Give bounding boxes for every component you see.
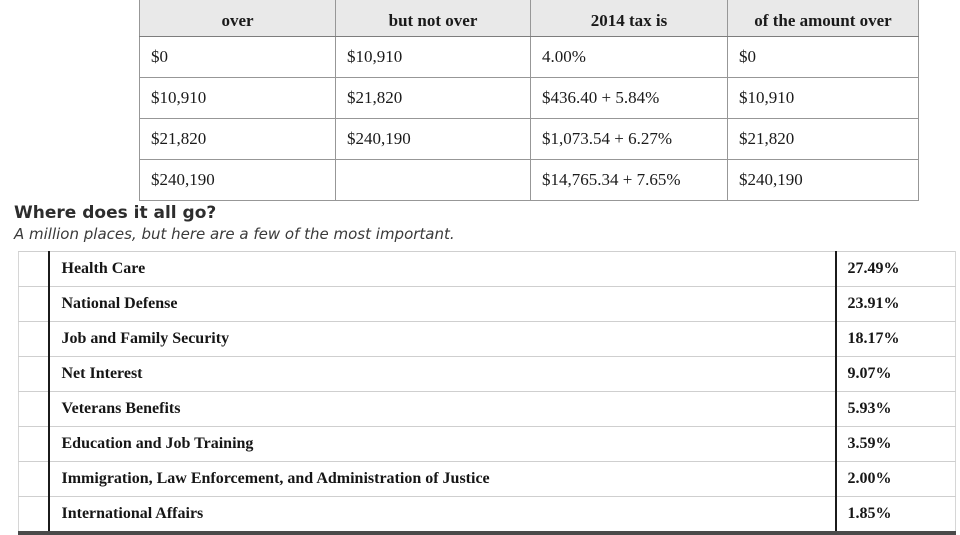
tax-header-2014-tax-is: 2014 tax is <box>531 0 728 37</box>
tax-table-row <box>140 37 919 78</box>
tax-table-header-row <box>140 0 919 37</box>
tax-table-row <box>140 160 919 201</box>
row-gutter-cell <box>19 322 49 357</box>
row-gutter-cell <box>19 252 49 287</box>
section-title: Where does it all go? <box>14 203 217 223</box>
row-gutter-cell <box>19 497 49 534</box>
spending-percentage-value: 9.07% <box>836 357 956 392</box>
tax-header-over: over <box>140 0 336 37</box>
tax-table-row <box>140 78 919 119</box>
tax-cell-but-not-over: $10,910 <box>336 37 531 78</box>
row-gutter-cell <box>19 427 49 462</box>
spending-category-label: National Defense <box>49 287 836 322</box>
spending-percentage-value: 1.85% <box>836 497 956 534</box>
tax-cell-tax-is: $1,073.54 + 6.27% <box>531 119 728 160</box>
row-gutter-cell <box>19 392 49 427</box>
tax-bracket-table <box>139 0 919 201</box>
spending-row <box>19 252 956 287</box>
tax-cell-tax-is: 4.00% <box>531 37 728 78</box>
tax-cell-over: $21,820 <box>140 119 336 160</box>
tax-cell-over: $0 <box>140 37 336 78</box>
tax-cell-amount-over: $240,190 <box>728 160 919 201</box>
tax-cell-tax-is: $436.40 + 5.84% <box>531 78 728 119</box>
spending-category-label: Job and Family Security <box>49 322 836 357</box>
spending-row <box>19 287 956 322</box>
tax-cell-tax-is: $14,765.34 + 7.65% <box>531 160 728 201</box>
spending-category-label: International Affairs <box>49 497 836 534</box>
spending-row <box>19 427 956 462</box>
tax-cell-but-not-over: $240,190 <box>336 119 531 160</box>
section-subtitle: A million places, but here are a few of the most important. <box>14 225 455 243</box>
tax-cell-but-not-over <box>336 160 531 201</box>
spending-percentage-value: 27.49% <box>836 252 956 287</box>
spending-category-label: Health Care <box>49 252 836 287</box>
tax-cell-but-not-over: $21,820 <box>336 78 531 119</box>
spending-breakdown-table <box>18 251 956 535</box>
spending-category-label: Immigration, Law Enforcement, and Administration of Justice <box>49 462 836 497</box>
tax-cell-amount-over: $21,820 <box>728 119 919 160</box>
row-gutter-cell <box>19 462 49 497</box>
spending-percentage-value: 2.00% <box>836 462 956 497</box>
tax-cell-over: $10,910 <box>140 78 336 119</box>
tax-table-row <box>140 119 919 160</box>
spending-row <box>19 392 956 427</box>
spending-percentage-value: 18.17% <box>836 322 956 357</box>
spending-category-label: Net Interest <box>49 357 836 392</box>
spending-category-label: Veterans Benefits <box>49 392 836 427</box>
spending-row <box>19 462 956 497</box>
spending-percentage-value: 3.59% <box>836 427 956 462</box>
spending-percentage-value: 5.93% <box>836 392 956 427</box>
row-gutter-cell <box>19 287 49 322</box>
spending-row <box>19 357 956 392</box>
tax-cell-over: $240,190 <box>140 160 336 201</box>
spending-category-label: Education and Job Training <box>49 427 836 462</box>
tax-header-but-not-over: but not over <box>336 0 531 37</box>
row-gutter-cell <box>19 357 49 392</box>
spending-percentage-value: 23.91% <box>836 287 956 322</box>
tax-cell-amount-over: $10,910 <box>728 78 919 119</box>
spending-row <box>19 322 956 357</box>
tax-cell-amount-over: $0 <box>728 37 919 78</box>
tax-header-of-the-amount-over: of the amount over <box>728 0 919 37</box>
spending-row <box>19 497 956 534</box>
